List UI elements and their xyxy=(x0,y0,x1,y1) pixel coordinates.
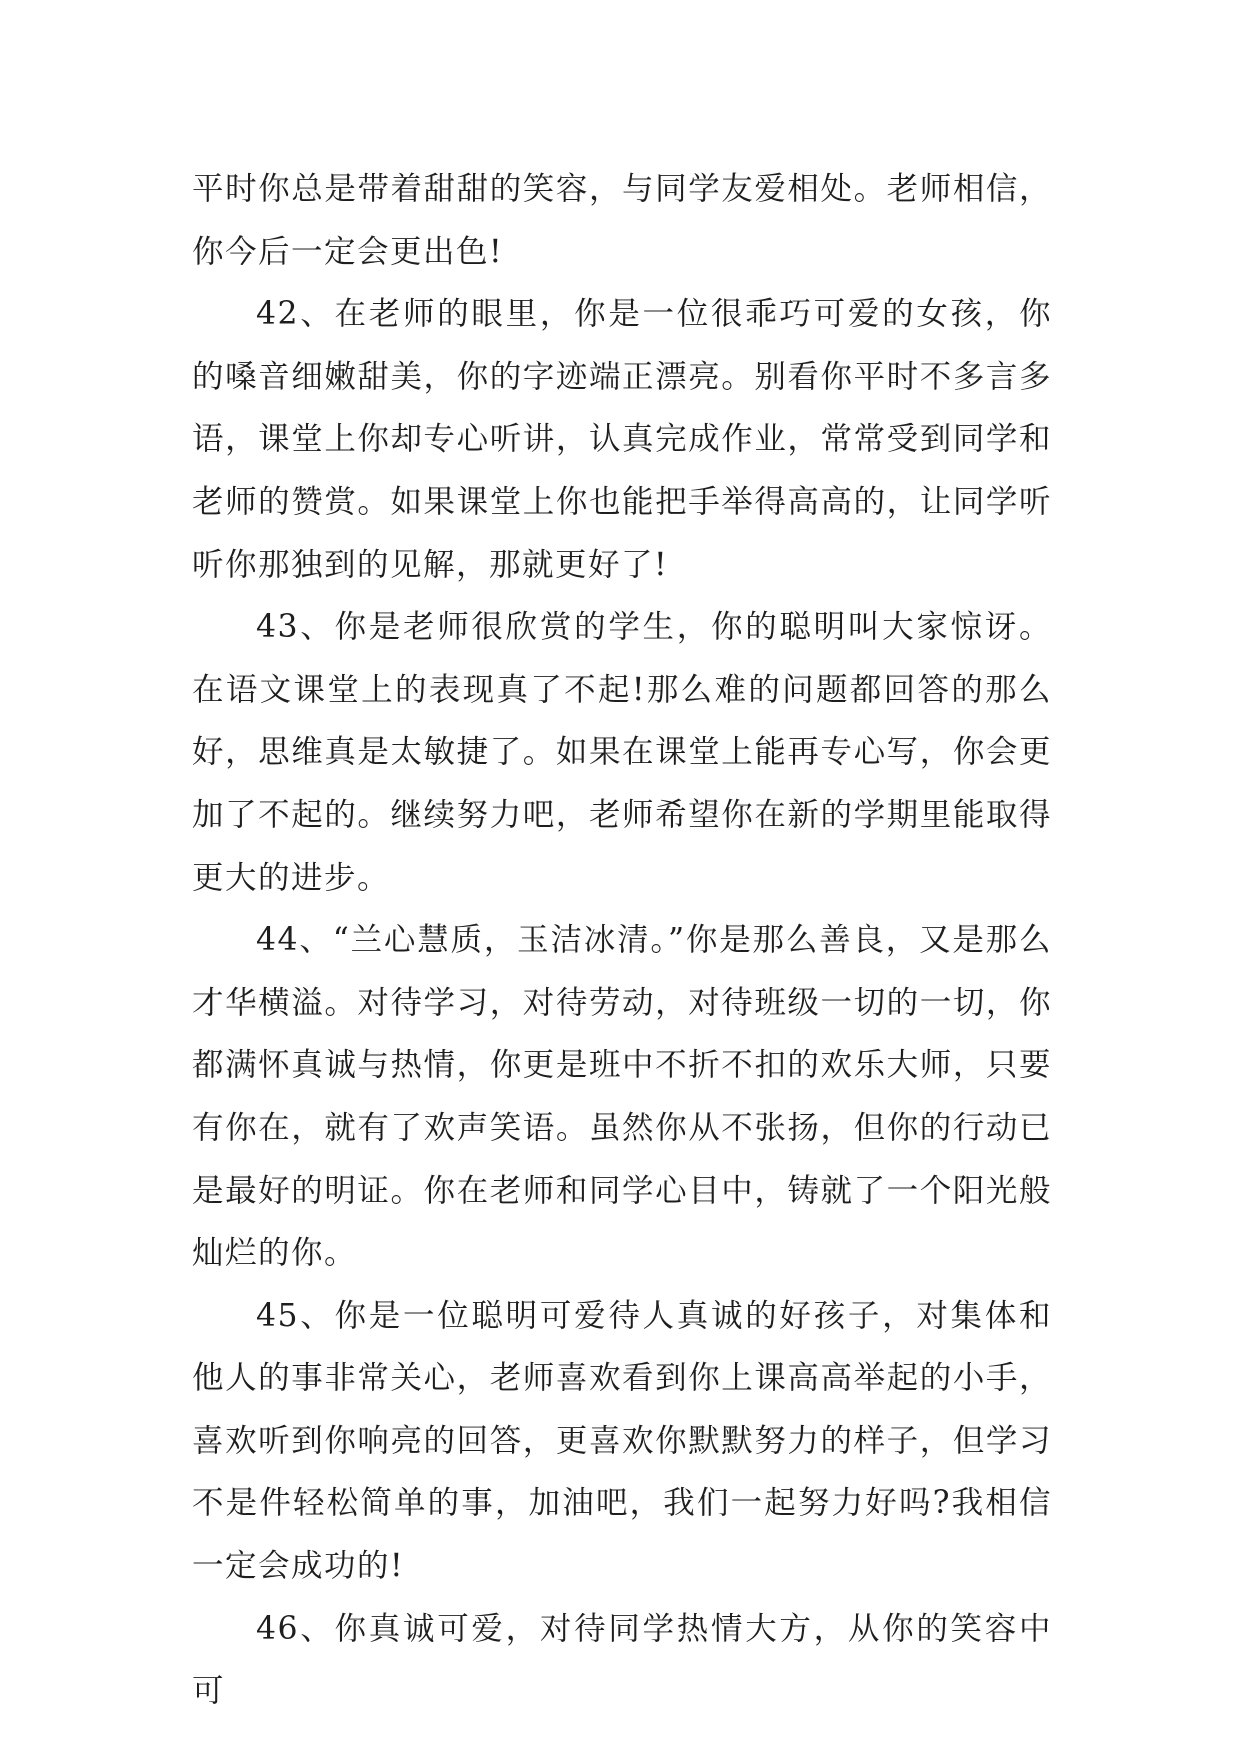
paragraph-comment-45: 45、你是一位聪明可爱待人真诚的好孩子，对集体和他人的事非常关心，老师喜欢看到你上课高高举起的小手，喜欢听到你响亮的回答，更喜欢你默默努力的样子，但学习不是件轻松简单的事，加油吧，我们一起努力好吗?我相信一定会成功的! xyxy=(192,1297,1052,1585)
document-body xyxy=(192,158,1052,1723)
paragraph-comment-44: 44、“兰心慧质，玉洁冰清。”你是那么善良，又是那么才华横溢。对待学习，对待劳动，对待班级一切的一切，你都满怀真诚与热情，你更是班中不折不扣的欢乐大师，只要有你在，就有了欢声笑语。虽然你从不张扬，但你的行动已是最好的明证。你在老师和同学心目中，铸就了一个阳光般灿烂的你。 xyxy=(192,922,1052,1272)
paragraph-continuation: 平时你总是带着甜甜的笑容，与同学友爱相处。老师相信，你今后一定会更出色! xyxy=(192,171,1052,270)
paragraph-comment-43: 43、你是老师很欣赏的学生，你的聪明叫大家惊讶。在语文课堂上的表现真了不起!那么难的问题都回答的那么好，思维真是太敏捷了。如果在课堂上能再专心写，你会更加了不起的。继续努力吧，老师希望你在新的学期里能取得更大的进步。 xyxy=(192,609,1052,896)
paragraph-comment-46: 46、你真诚可爱，对待同学热情大方，从你的笑容中可 xyxy=(192,1610,1052,1710)
paragraph-comment-42: 42、在老师的眼里，你是一位很乖巧可爱的女孩，你的嗓音细嫩甜美，你的字迹端正漂亮。别看你平时不多言多语，课堂上你却专心听讲，认真完成作业，常常受到同学和老师的赞赏。如果课堂上你也能把手举得高高的，让同学听听你那独到的见解，那就更好了! xyxy=(192,296,1052,583)
